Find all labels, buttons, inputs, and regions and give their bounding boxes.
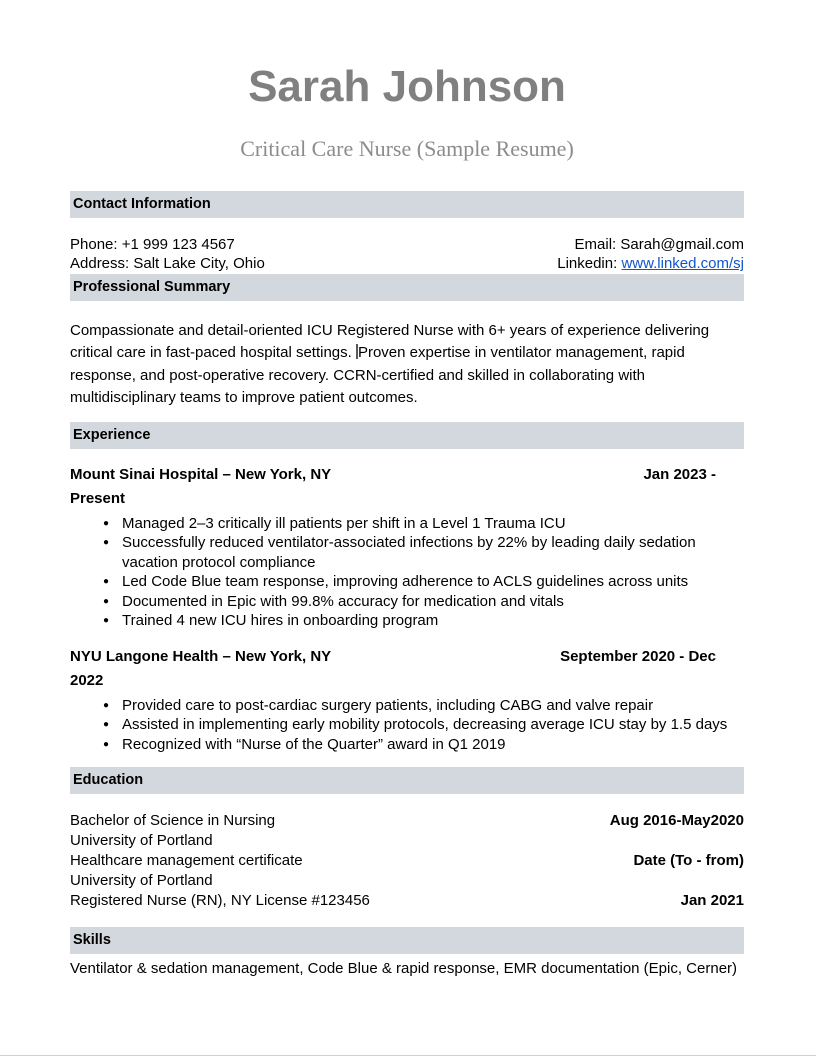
section-heading-education: Education	[70, 767, 744, 794]
experience-job-dates: September 2020 - Dec	[560, 647, 716, 665]
skills-text: Ventilator & sedation management, Code Blue & rapid response, EMR documentation (Epic, Cerner)	[70, 960, 738, 978]
education-degree: Healthcare management certificate	[70, 852, 303, 870]
list-item: ● Successfully reduced ventilator-associated infections by 22% by leading daily sedation vacation protocol compliance	[103, 533, 744, 572]
summary-text-before-caret: Compassionate and detail-oriented ICU Registered Nurse with 6+ years of experience delivering critical care in fast-paced hospital settings.	[70, 321, 710, 362]
experience-job-title: Mount Sinai Hospital – New York, NY	[70, 465, 332, 483]
education-degree: Bachelor of Science in Nursing	[70, 812, 276, 830]
list-item: ● Recognized with “Nurse of the Quarter” award in Q1 2019	[103, 735, 744, 755]
contact-linkedin-label: Linkedin:	[557, 255, 618, 273]
experience-job-dates-wrap: 2022	[70, 671, 104, 689]
contact-row-1	[70, 235, 744, 255]
section-heading-contact: Contact Information	[70, 191, 744, 218]
contact-block	[70, 218, 744, 274]
experience-bullet-list	[70, 693, 744, 755]
section-heading-experience: Experience	[70, 422, 744, 449]
experience-job-header	[70, 631, 744, 669]
education-institution: University of Portland	[70, 872, 213, 890]
experience-job-dates-wrap: Present	[70, 489, 126, 507]
list-item: ● Led Code Blue team response, improving adherence to ACLS guidelines across units	[103, 572, 744, 592]
contact-address: Address: Salt Lake City, Ohio	[70, 255, 265, 273]
section-heading-skills: Skills	[70, 927, 744, 954]
section-heading-summary: Professional Summary	[70, 274, 744, 301]
education-row	[70, 851, 744, 871]
experience-bullet-list	[70, 511, 744, 631]
education-block	[70, 794, 744, 911]
contact-row-2	[70, 254, 744, 274]
education-date: Aug 2016-May2020	[609, 812, 744, 830]
list-item: ● Assisted in implementing early mobility protocols, decreasing average ICU stay by 1.5 days	[103, 715, 744, 735]
list-item: ● Documented in Epic with 99.8% accuracy for medication and vitals	[103, 592, 744, 612]
contact-email: Email: Sarah@gmail.com	[574, 235, 744, 253]
experience-job-header	[70, 449, 744, 487]
education-row	[70, 891, 744, 911]
candidate-subtitle: Critical Care Nurse (Sample Resume)	[240, 136, 574, 162]
contact-phone: Phone: +1 999 123 4567	[70, 235, 235, 253]
education-row	[70, 831, 744, 851]
resume-content	[70, 0, 744, 979]
list-item: ● Provided care to post-cardiac surgery patients, including CABG and valve repair	[103, 696, 744, 716]
education-date: Jan 2021	[680, 892, 744, 910]
summary-paragraph[interactable]	[70, 301, 744, 410]
list-item: ● Trained 4 new ICU hires in onboarding program	[103, 611, 744, 631]
list-item: ● Managed 2–3 critically ill patients per shift in a Level 1 Trauma ICU	[103, 514, 744, 534]
summary-text-after-caret: Proven expertise in ventilator management, rapid response, and post-operative recovery. CCRN-certified and skilled in collaborating with multidisciplinary teams to improve patient outcomes.	[70, 344, 685, 407]
education-row	[70, 811, 744, 831]
contact-linkedin-link[interactable]: www.linked.com/sj	[621, 255, 744, 273]
contact-linkedin	[557, 254, 744, 274]
education-license: Registered Nurse (RN), NY License #123456	[70, 892, 370, 910]
education-row	[70, 871, 744, 891]
education-institution: University of Portland	[70, 832, 213, 850]
experience-job-dates: Jan 2023 -	[643, 465, 716, 483]
experience-job-title: NYU Langone Health – New York, NY	[70, 647, 332, 665]
candidate-name: Sarah Johnson	[248, 62, 566, 111]
education-date: Date (To - from)	[633, 852, 744, 870]
